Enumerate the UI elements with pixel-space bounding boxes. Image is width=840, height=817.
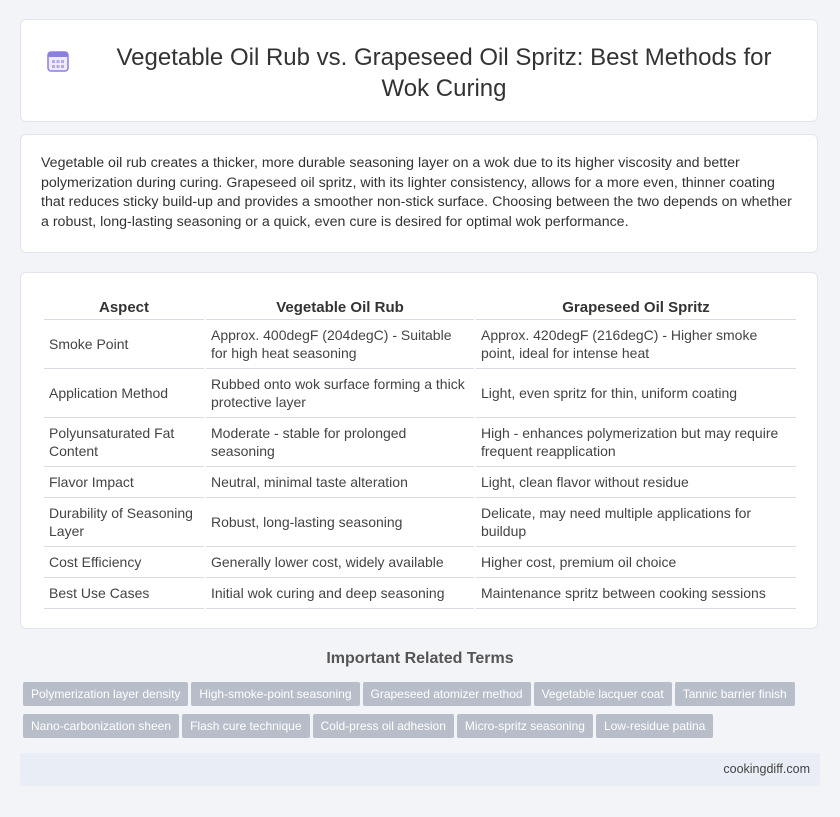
aspect-cell: Cost Efficiency <box>44 547 204 578</box>
term-tag[interactable]: Tannic barrier finish <box>675 682 795 706</box>
grapeseed-cell: High - enhances polymerization but may require frequent reapplication <box>476 418 796 467</box>
table-row <box>44 418 796 467</box>
page-title: Vegetable Oil Rub vs. Grapeseed Oil Spritz: Best Methods for Wok Curing <box>116 44 772 102</box>
vegetable-cell: Neutral, minimal taste alteration <box>206 467 474 498</box>
table-row <box>44 498 796 547</box>
grapeseed-cell: Delicate, may need multiple applications for buildup <box>476 498 796 547</box>
grapeseed-cell: Higher cost, premium oil choice <box>476 547 796 578</box>
header-vegetable-oil-rub: Vegetable Oil Rub <box>206 295 474 320</box>
table-row <box>44 547 796 578</box>
header-aspect: Aspect <box>44 295 204 320</box>
term-tag[interactable]: Cold-press oil adhesion <box>313 714 454 738</box>
vegetable-cell: Moderate - stable for prolonged seasoning <box>206 418 474 467</box>
vegetable-cell: Robust, long-lasting seasoning <box>206 498 474 547</box>
vegetable-cell: Generally lower cost, widely available <box>206 547 474 578</box>
table-header-row <box>44 295 796 320</box>
term-tag[interactable]: High-smoke-point seasoning <box>191 682 359 706</box>
grapeseed-cell: Light, clean flavor without residue <box>476 467 796 498</box>
footer <box>20 753 820 786</box>
footer-site-link[interactable]: cookingdiff.com <box>723 762 810 776</box>
aspect-cell: Application Method <box>44 369 204 418</box>
title-card <box>20 19 818 122</box>
aspect-cell: Durability of Seasoning Layer <box>44 498 204 547</box>
table-row <box>44 578 796 609</box>
related-terms-list <box>23 682 823 746</box>
table-row <box>44 369 796 418</box>
term-tag[interactable]: Micro-spritz seasoning <box>457 714 593 738</box>
grapeseed-cell: Approx. 420degF (216degC) - Higher smoke point, ideal for intense heat <box>476 320 796 369</box>
term-tag[interactable]: Nano-carbonization sheen <box>23 714 179 738</box>
aspect-cell: Best Use Cases <box>44 578 204 609</box>
intro-paragraph: Vegetable oil rub creates a thicker, more durable seasoning layer on a wok due to its higher viscosity and better polymerization during curing. Grapeseed oil spritz, with its lighter consistency, allows for a more even, thinner coating that reduces sticky build-up and provides a smoother non-stick surface. Choosing between the two depends on whether a robust, long-lasting seasoning or a quick, even cure is desired for optimal wok performance. <box>41 155 792 230</box>
header-grapeseed-oil-spritz: Grapeseed Oil Spritz <box>476 295 796 320</box>
vegetable-cell: Rubbed onto wok surface forming a thick protective layer <box>206 369 474 418</box>
vegetable-cell: Initial wok curing and deep seasoning <box>206 578 474 609</box>
related-terms-heading: Important Related Terms <box>326 650 514 667</box>
term-tag[interactable]: Low-residue patina <box>596 714 713 738</box>
comparison-table <box>42 295 798 609</box>
grapeseed-cell: Light, even spritz for thin, uniform coating <box>476 369 796 418</box>
grapeseed-cell: Maintenance spritz between cooking sessions <box>476 578 796 609</box>
aspect-cell: Flavor Impact <box>44 467 204 498</box>
term-tag[interactable]: Grapeseed atomizer method <box>363 682 531 706</box>
comparison-card <box>20 272 818 629</box>
table-row <box>44 467 796 498</box>
term-tag[interactable]: Polymerization layer density <box>23 682 188 706</box>
aspect-cell: Smoke Point <box>44 320 204 369</box>
vegetable-cell: Approx. 400degF (204degC) - Suitable for high heat seasoning <box>206 320 474 369</box>
term-tag[interactable]: Flash cure technique <box>182 714 309 738</box>
aspect-cell: Polyunsaturated Fat Content <box>44 418 204 467</box>
intro-card <box>20 134 818 253</box>
table-row <box>44 320 796 369</box>
term-tag[interactable]: Vegetable lacquer coat <box>534 682 672 706</box>
